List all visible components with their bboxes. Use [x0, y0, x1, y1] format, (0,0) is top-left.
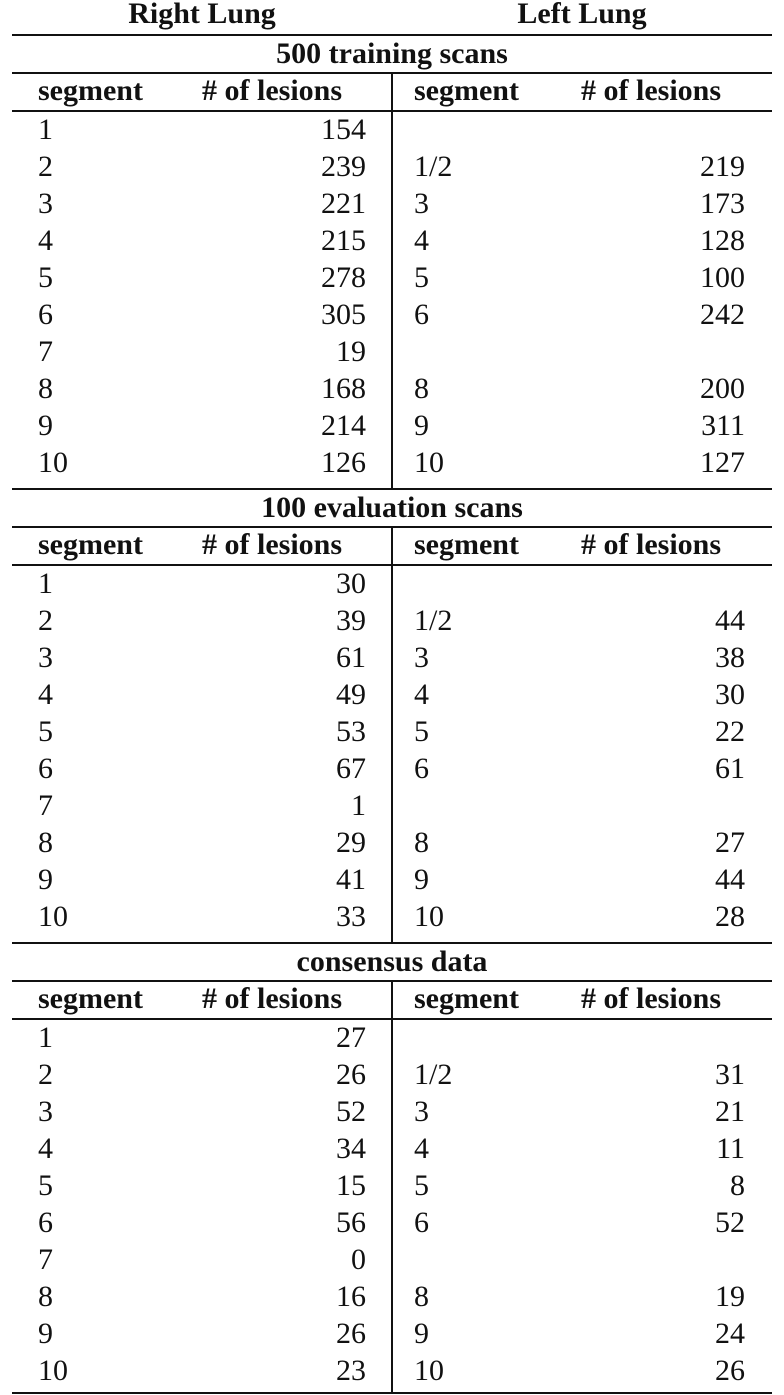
- right-lesions-cell: 26: [336, 1317, 366, 1350]
- table-bottom-rule: [12, 1392, 772, 1394]
- right-lesions-cell: 30: [336, 567, 366, 600]
- right-segment-cell: 7: [38, 789, 53, 822]
- right-segment-cell: 10: [38, 446, 68, 479]
- right-segment-cell: 4: [38, 224, 53, 257]
- right-segment-cell: 6: [38, 1206, 53, 1239]
- left-segment-cell: 9: [414, 409, 429, 442]
- right-segment-cell: 7: [38, 1243, 53, 1276]
- left-lesions-cell: 219: [700, 150, 745, 183]
- left-lesions-cell: [574, 333, 745, 370]
- left-lesions-cell: 8: [730, 1169, 745, 1202]
- left-segment-cell: 10: [414, 1354, 444, 1387]
- right-segment-cell: 5: [38, 715, 53, 748]
- left-segment-cell: 8: [414, 826, 429, 859]
- right-lesions-cell: 1: [351, 789, 366, 822]
- right-lesions-cell: 41: [336, 863, 366, 896]
- right-lesions-cell: 15: [336, 1169, 366, 1202]
- left-segment-cell: 6: [414, 298, 429, 331]
- right-lesions-cell: 23: [336, 1354, 366, 1387]
- left-segment-header: segment: [414, 528, 519, 561]
- right-segment-cell: 9: [38, 863, 53, 896]
- left-lesions-cell: 200: [700, 372, 745, 405]
- right-lesions-cell: 33: [336, 900, 366, 933]
- right-lesions-cell: 16: [336, 1280, 366, 1313]
- right-lesions-cell: 53: [336, 715, 366, 748]
- section-title-row: [12, 943, 772, 980]
- right-lesions-cell: 154: [321, 113, 366, 146]
- left-lesions-cell: 100: [700, 261, 745, 294]
- right-lesions-cell: 67: [336, 752, 366, 785]
- left-lesions-cell: 173: [700, 187, 745, 220]
- left-segment-cell: 10: [414, 900, 444, 933]
- left-segment-cell: 9: [414, 1317, 429, 1350]
- left-segment-cell: 1/2: [414, 150, 453, 183]
- right-segment-cell: 5: [38, 1169, 53, 1202]
- right-lesions-cell: 29: [336, 826, 366, 859]
- left-segment-cell: 4: [414, 1132, 429, 1165]
- left-lesions-cell: 30: [715, 678, 745, 711]
- right-segment-cell: 8: [38, 1280, 53, 1313]
- right-lesions-cell: 49: [336, 678, 366, 711]
- left-lesions-cell: 242: [700, 298, 745, 331]
- right-segment-cell: 10: [38, 1354, 68, 1387]
- left-lesions-cell: 27: [715, 826, 745, 859]
- left-lesions-cell: 22: [715, 715, 745, 748]
- column-divider: [391, 980, 393, 1393]
- left-lesions-cell: 31: [715, 1058, 745, 1091]
- right-lung-heading: Right Lung: [128, 0, 276, 30]
- left-lesions-cell: 52: [715, 1206, 745, 1239]
- right-segment-cell: 3: [38, 641, 53, 674]
- left-lesions-cell: [574, 111, 745, 148]
- right-lesions-cell: 0: [351, 1243, 366, 1276]
- right-lesions-cell: 19: [336, 335, 366, 368]
- right-lesions-cell: 39: [336, 604, 366, 637]
- right-segment-cell: 7: [38, 335, 53, 368]
- left-lesions-cell: 26: [715, 1354, 745, 1387]
- left-segment-cell: 6: [414, 1206, 429, 1239]
- right-segment-cell: 1: [38, 113, 53, 146]
- right-segment-cell: 10: [38, 900, 68, 933]
- left-segment-cell: 3: [414, 641, 429, 674]
- right-lesions-header: # of lesions: [202, 982, 343, 1015]
- left-segment-header: segment: [414, 74, 519, 107]
- left-lesions-cell: [574, 1241, 745, 1278]
- left-segment-cell: 8: [414, 372, 429, 405]
- left-lesions-header: # of lesions: [581, 982, 722, 1015]
- column-divider: [391, 72, 393, 488]
- right-lesions-cell: 126: [321, 446, 366, 479]
- section-title: 100 evaluation scans: [261, 491, 523, 524]
- left-segment-cell: 3: [414, 1095, 429, 1128]
- right-lesions-cell: 27: [336, 1021, 366, 1054]
- left-lesions-header: # of lesions: [581, 528, 722, 561]
- right-lesions-cell: 56: [336, 1206, 366, 1239]
- right-segment-header: segment: [38, 528, 143, 561]
- right-segment-cell: 9: [38, 409, 53, 442]
- lung-header-row: [12, 0, 772, 32]
- right-lesions-cell: 168: [321, 372, 366, 405]
- right-lesions-cell: 239: [321, 150, 366, 183]
- right-segment-cell: 6: [38, 298, 53, 331]
- column-divider: [391, 526, 393, 942]
- right-lesions-cell: 215: [321, 224, 366, 257]
- left-segment-cell: 4: [414, 224, 429, 257]
- right-segment-cell: 2: [38, 1058, 53, 1091]
- right-segment-cell: 2: [38, 150, 53, 183]
- right-segment-cell: 4: [38, 678, 53, 711]
- left-lesions-cell: 44: [715, 604, 745, 637]
- left-segment-cell: 9: [414, 863, 429, 896]
- right-lesions-cell: 52: [336, 1095, 366, 1128]
- left-lesions-cell: 61: [715, 752, 745, 785]
- left-lesions-header: # of lesions: [581, 74, 722, 107]
- right-segment-cell: 1: [38, 567, 53, 600]
- right-lesions-cell: 278: [321, 261, 366, 294]
- right-segment-cell: 8: [38, 372, 53, 405]
- left-segment-cell: 8: [414, 1280, 429, 1313]
- right-lesions-cell: 34: [336, 1132, 366, 1165]
- left-segment-cell: 5: [414, 261, 429, 294]
- left-lung-heading: Left Lung: [517, 0, 647, 30]
- left-lesions-cell: 311: [701, 409, 745, 442]
- left-lesions-cell: 19: [715, 1280, 745, 1313]
- right-segment-header: segment: [38, 982, 143, 1015]
- left-segment-cell: 6: [414, 752, 429, 785]
- right-segment-cell: 2: [38, 604, 53, 637]
- left-lesions-cell: 21: [715, 1095, 745, 1128]
- left-lesions-cell: 127: [700, 446, 745, 479]
- left-lesions-cell: 38: [715, 641, 745, 674]
- section-title-row: [12, 35, 772, 72]
- left-lesions-cell: 11: [716, 1132, 745, 1165]
- right-lesions-cell: 305: [321, 298, 366, 331]
- right-segment-cell: 6: [38, 752, 53, 785]
- left-segment-cell: 1/2: [414, 604, 453, 637]
- lesion-count-table: [12, 0, 772, 1395]
- right-lesions-cell: 26: [336, 1058, 366, 1091]
- right-segment-cell: 1: [38, 1021, 53, 1054]
- right-lesions-cell: 221: [321, 187, 366, 220]
- left-lesions-cell: [574, 787, 745, 824]
- section-title: consensus data: [296, 945, 488, 978]
- left-lesions-cell: [574, 1019, 745, 1056]
- left-segment-cell: 1/2: [414, 1058, 453, 1091]
- right-segment-cell: 5: [38, 261, 53, 294]
- section-title: 500 training scans: [276, 37, 508, 70]
- right-segment-cell: 3: [38, 1095, 53, 1128]
- left-lesions-cell: 44: [715, 863, 745, 896]
- right-lesions-header: # of lesions: [202, 528, 343, 561]
- left-segment-header: segment: [414, 982, 519, 1015]
- right-segment-header: segment: [38, 74, 143, 107]
- left-segment-cell: 3: [414, 187, 429, 220]
- right-segment-cell: 9: [38, 1317, 53, 1350]
- right-segment-cell: 4: [38, 1132, 53, 1165]
- right-lesions-header: # of lesions: [202, 74, 343, 107]
- right-segment-cell: 3: [38, 187, 53, 220]
- left-segment-cell: 5: [414, 1169, 429, 1202]
- right-lesions-cell: 61: [336, 641, 366, 674]
- right-lesions-cell: 214: [321, 409, 366, 442]
- left-lesions-cell: 24: [715, 1317, 745, 1350]
- left-segment-cell: 5: [414, 715, 429, 748]
- left-lesions-cell: 28: [715, 900, 745, 933]
- left-lesions-cell: [574, 565, 745, 602]
- left-segment-cell: 10: [414, 446, 444, 479]
- right-segment-cell: 8: [38, 826, 53, 859]
- left-segment-cell: 4: [414, 678, 429, 711]
- left-lesions-cell: 128: [700, 224, 745, 257]
- section-title-row: [12, 489, 772, 526]
